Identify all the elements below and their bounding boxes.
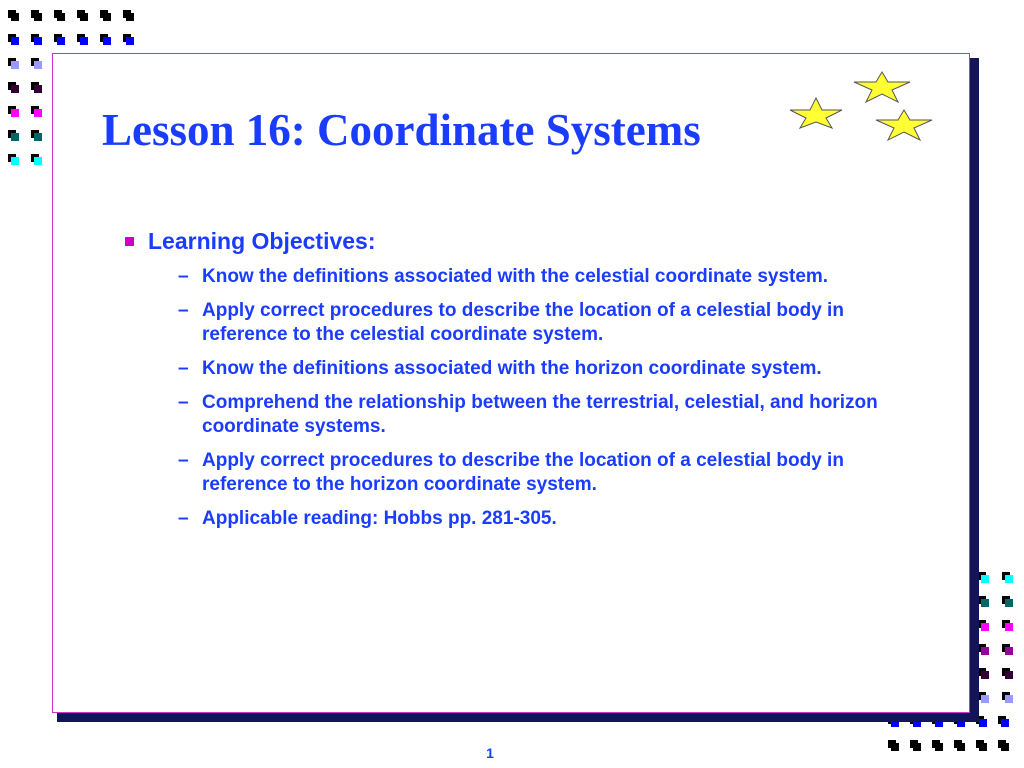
square-tile (1005, 647, 1013, 655)
list-item (178, 265, 890, 289)
stars-decoration (780, 62, 940, 152)
square-tile (80, 37, 88, 45)
dash-bullet: – (178, 508, 189, 529)
square-tile (34, 61, 42, 69)
list-item (178, 391, 890, 439)
objectives-heading-row (120, 228, 890, 255)
square-tile (103, 13, 111, 21)
dash-bullet: – (178, 300, 189, 321)
square-tile (57, 37, 65, 45)
objectives-heading: Learning Objectives: (148, 228, 376, 254)
square-tile (11, 85, 19, 93)
square-tile (11, 109, 19, 117)
square-tile (34, 13, 42, 21)
objective-text: Know the definitions associated with the horizon coordinate system. (202, 358, 822, 379)
square-tile (126, 37, 134, 45)
square-tile (891, 743, 899, 751)
page-number: 1 (486, 745, 494, 761)
square-tile (981, 623, 989, 631)
square-tile (11, 37, 19, 45)
square-tile (103, 37, 111, 45)
dash-bullet: – (178, 392, 189, 413)
list-item (178, 299, 890, 347)
objectives-list (120, 265, 890, 531)
square-tile (913, 743, 921, 751)
square-tile (11, 157, 19, 165)
square-tile (1005, 623, 1013, 631)
learning-objectives (120, 228, 890, 541)
square-tile (80, 13, 88, 21)
bullet-square-icon (125, 237, 134, 246)
square-tile (935, 743, 943, 751)
square-tile (34, 157, 42, 165)
dash-bullet: – (178, 358, 189, 379)
square-tile (979, 743, 987, 751)
objective-text: Apply correct procedures to describe the location of a celestial body in reference to the horizon coordinate system. (202, 450, 844, 495)
objective-text: Apply correct procedures to describe the location of a celestial body in reference to the celestial coordinate system. (202, 300, 844, 345)
square-tile (981, 647, 989, 655)
square-tile (981, 599, 989, 607)
objective-text: Applicable reading: Hobbs pp. 281-305. (202, 508, 557, 529)
square-tile (57, 13, 65, 21)
square-tile (11, 13, 19, 21)
square-tile (34, 85, 42, 93)
square-tile (957, 743, 965, 751)
square-tile (34, 37, 42, 45)
star-icon (876, 110, 932, 140)
square-tile (979, 719, 987, 727)
square-tile (1001, 743, 1009, 751)
square-tile (981, 671, 989, 679)
square-tile (11, 133, 19, 141)
square-tile (1005, 599, 1013, 607)
list-item (178, 357, 890, 381)
objective-text: Comprehend the relationship between the terrestrial, celestial, and horizon coordinate systems. (202, 392, 878, 437)
list-item (178, 507, 890, 531)
square-tile (981, 695, 989, 703)
square-tile (1001, 719, 1009, 727)
square-tile (126, 13, 134, 21)
square-tile (34, 133, 42, 141)
square-tile (1005, 575, 1013, 583)
square-tile (11, 61, 19, 69)
list-item (178, 449, 890, 497)
square-tile (1005, 695, 1013, 703)
square-tile (34, 109, 42, 117)
star-icon (790, 98, 842, 128)
square-tile (1005, 671, 1013, 679)
dash-bullet: – (178, 266, 189, 287)
square-tile (981, 575, 989, 583)
objective-text: Know the definitions associated with the celestial coordinate system. (202, 266, 829, 287)
star-icon (854, 72, 910, 102)
dash-bullet: – (178, 450, 189, 471)
slide-title: Lesson 16: Coordinate Systems (102, 105, 701, 155)
